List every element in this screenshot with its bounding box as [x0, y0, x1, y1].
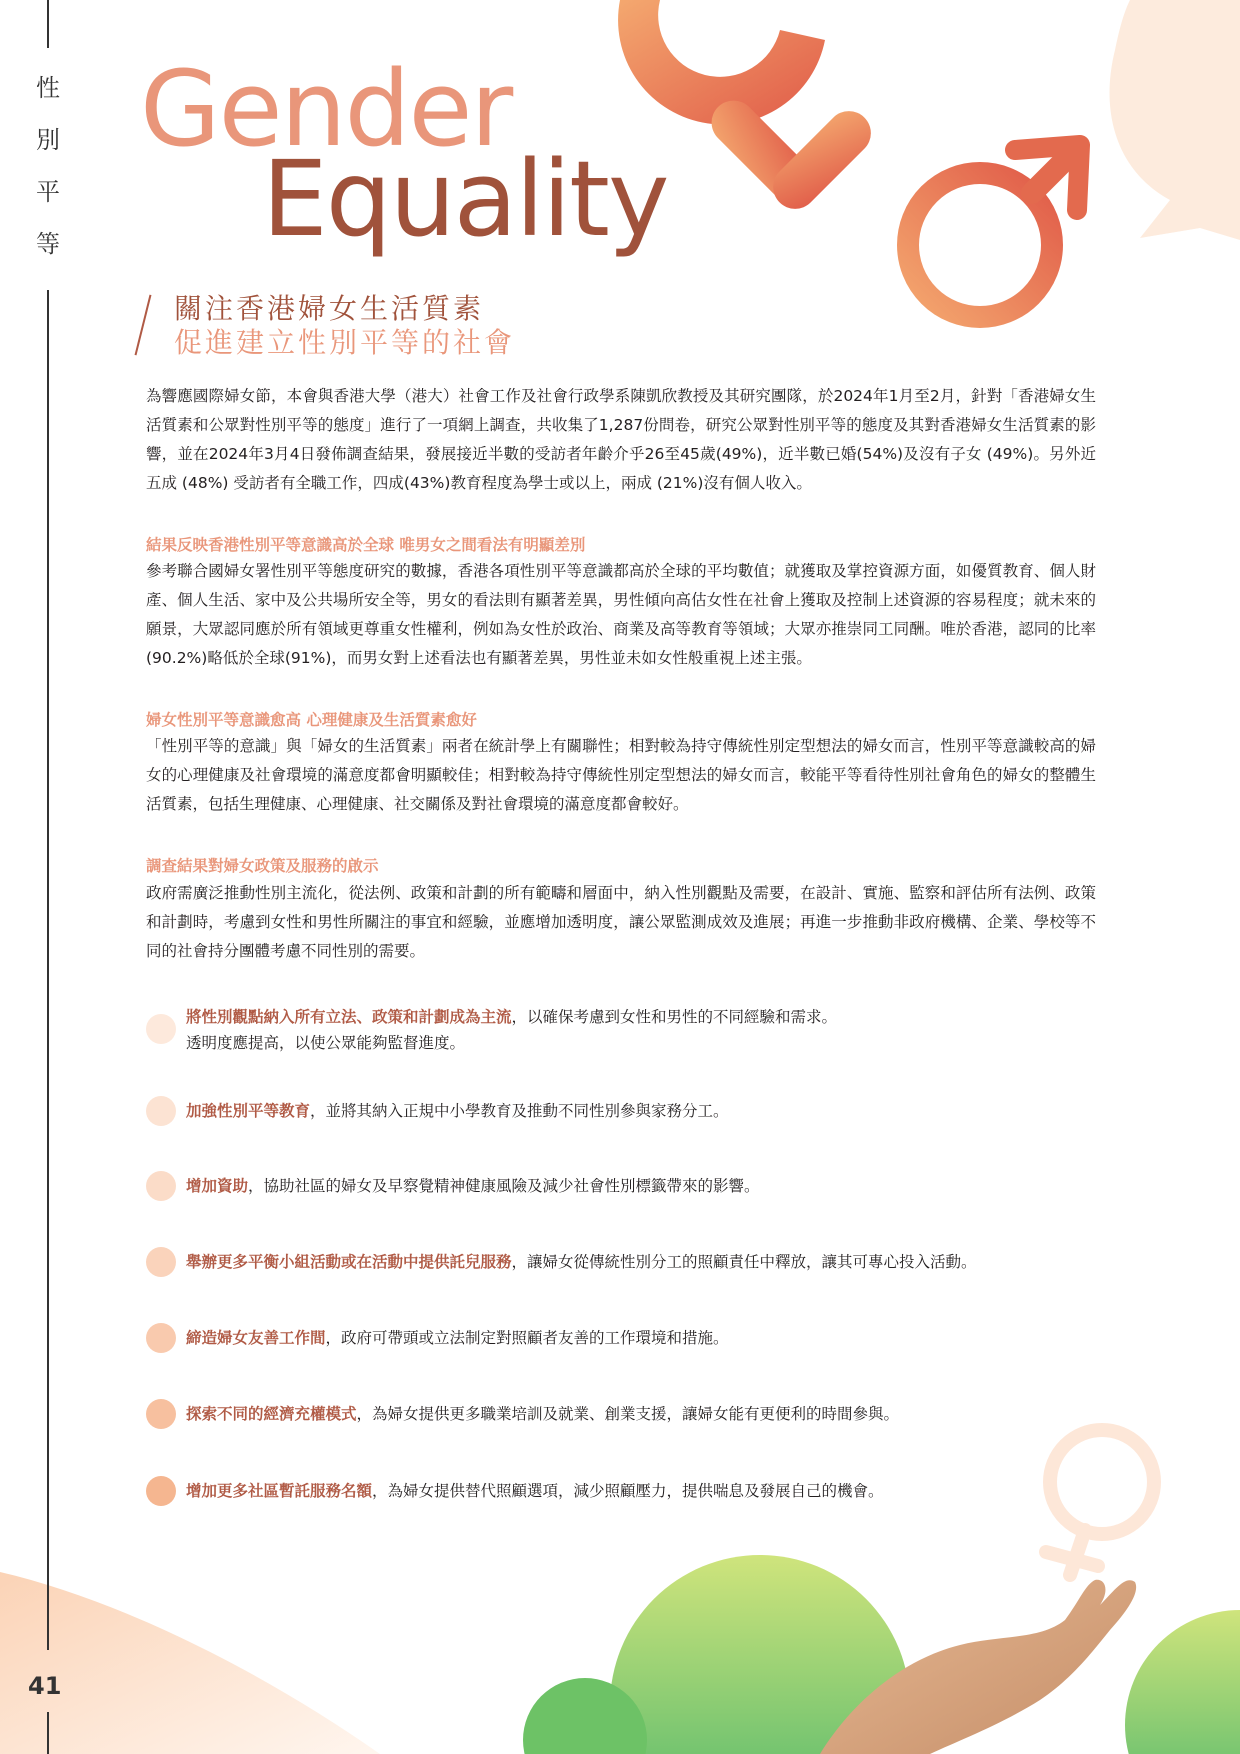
- recommendation-highlight: 將性別觀點納入所有立法、政策和計劃成為主流: [186, 1008, 512, 1026]
- recommendation-highlight: 締造婦女友善工作間: [186, 1329, 326, 1347]
- subheading: [174, 292, 515, 360]
- intro-paragraph: 為響應國際婦女節，本會與香港大學（港大）社會工作及社會行政學系陳凱欣教授及其研究團隊，於2024年1月至2月，針對「香港婦女生活質素和公眾對性別平等的態度」進行了一項網上調查，共收集了1,287份問卷，研究公眾對性別平等的態度及其對香港婦女生活質素的影響，並在2024年3月4日發佈調查結果，發展接近半數的受訪者年齡介乎26至45歲(49%)，近半數已婚(54%)及沒有子女 (49%)。另外近五成 (48%) 受訪者有全職工作，四成(43%)教育程度為學士或以上，兩成 (21%)沒有個人收入。: [146, 387, 1096, 492]
- recommendation-text: ，以確保考慮到女性和男性的不同經驗和需求。: [511, 1008, 838, 1026]
- speech-bubble-shape: [1110, 0, 1240, 240]
- sidebar-rule-top: [47, 0, 49, 48]
- recommendation-text: ，為婦女提供更多職業培訓及就業、創業支援，讓婦女能有更便利的時間參與。: [356, 1405, 900, 1423]
- recommendation-item: [146, 1004, 1106, 1056]
- recommendation-highlight: 加強性別平等教育: [186, 1102, 311, 1120]
- recommendation-text: ，讓婦女從傳統性別分工的照顧責任中釋放，讓其可專心投入活動。: [511, 1253, 977, 1271]
- recommendation-highlight: 增加資助: [186, 1177, 249, 1195]
- page-number: 41: [28, 1672, 62, 1700]
- subheading-line2: 促進建立性別平等的社會: [174, 326, 516, 359]
- recommendation-item: [146, 1478, 1106, 1504]
- sidebar-rule-main: [47, 290, 49, 1650]
- recommendation-text: ，協助社區的婦女及早察覺精神健康風險及減少社會性別標籤帶來的影響。: [248, 1177, 760, 1195]
- male-symbol-icon: [908, 145, 1080, 317]
- recommendation-text: ，為婦女提供替代照顧選項，減少照顧壓力，提供喘息及發展自己的機會。: [372, 1482, 884, 1500]
- section-heading: 結果反映香港性別平等意識高於全球 唯男女之間看法有明顯差別: [146, 536, 586, 554]
- subheading-line1: 關注香港婦女生活質素: [174, 292, 485, 325]
- section-body: 參考聯合國婦女署性別平等態度研究的數據，香港各項性別平等意識都高於全球的平均數值；就獲取及掌控資源方面，如優質教育、個人財產、個人生活、家中及公共場所安全等，男女的看法則有顯著差異，男性傾向高估女性在社會上獲取及控制上述資源的容易程度；就未來的願景，大眾認同應於所有領域更尊重女性權利，例如為女性於政治、商業及高等教育等領域；大眾亦推崇同工同酬。唯於香港，認同的比率(90.2%)略低於全球(91%)，而男女對上述看法也有顯著差異，男性並未如女性般重視上述主張。: [146, 562, 1096, 667]
- recommendation-item: [146, 1401, 1106, 1427]
- recommendation-highlight: 舉辦更多平衡小組活動或在活動中提供託兒服務: [186, 1253, 512, 1271]
- recommendation-item: [146, 1249, 1106, 1275]
- recommendation-text-line2: 透明度應提高，以使公眾能夠監督進度。: [186, 1034, 466, 1052]
- recommendation-item: [146, 1325, 1106, 1351]
- recommendation-item: [146, 1173, 1106, 1199]
- peach-wedge-shape: [0, 1572, 380, 1754]
- recommendation-highlight: 探索不同的經濟充權模式: [186, 1405, 357, 1423]
- section-body: 政府需廣泛推動性別主流化，從法例、政策和計劃的所有範疇和層面中，納入性別觀點及需要，在設計、實施、監察和評估所有法例、政策和計劃時，考慮到女性和男性所關注的事宜和經驗，並應增加透明度，讓公眾監測成效及進展；再進一步推動非政府機構、企業、學校等不同的社會持分團體考慮不同性別的需要。: [146, 884, 1096, 960]
- section-heading: 調查結果對婦女政策及服務的啟示: [146, 857, 379, 875]
- section-heading: 婦女性別平等意識愈高 心理健康及生活質素愈好: [146, 711, 477, 729]
- sidebar-title-char: 性: [36, 74, 60, 102]
- sidebar-title-char: 等: [36, 230, 60, 258]
- page-title-line2: Equality: [262, 138, 668, 260]
- section-body: 「性別平等的意識」與「婦女的生活質素」兩者在統計學上有關聯性；相對較為持守傳統性別定型想法的婦女而言，性別平等意識較高的婦女的心理健康及社會環境的滿意度都會明顯較佳；相對較為持守傳統性別定型想法的婦女而言，較能平等看待性別社會角色的婦女的整體生活質素，包括生理健康、心理健康、社交關係及對社會環境的滿意度都會較好。: [146, 737, 1096, 813]
- green-circle-right: [1125, 1610, 1240, 1754]
- sidebar-title-char: 平: [36, 178, 60, 206]
- sidebar-title-char: 別: [36, 126, 60, 154]
- sidebar-vertical-title: [30, 62, 66, 270]
- recommendation-highlight: 增加更多社區暫託服務名額: [186, 1482, 373, 1500]
- recommendation-text: ，並將其納入正規中小學教育及推動不同性別參與家務分工。: [310, 1102, 729, 1120]
- page-title-line1: Gender: [140, 48, 512, 170]
- recommendation-text: ，政府可帶頭或立法制定對照顧者友善的工作環境和措施。: [325, 1329, 729, 1347]
- sidebar-rule-bottom: [47, 1712, 49, 1754]
- recommendation-item: [146, 1098, 1106, 1124]
